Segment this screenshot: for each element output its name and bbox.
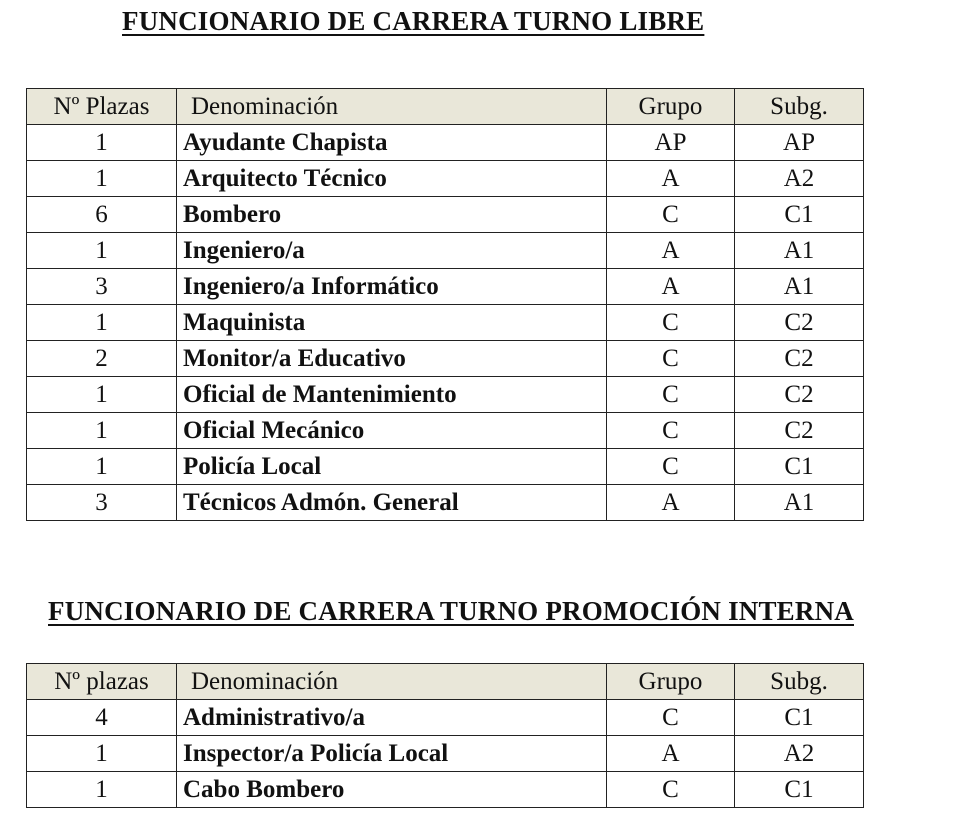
cell-num-plazas: 2	[27, 341, 177, 377]
cell-denominacion: Monitor/a Educativo	[177, 341, 607, 377]
cell-grupo: C	[607, 197, 735, 233]
section-title-turno-libre: FUNCIONARIO DE CARRERA TURNO LIBRE	[122, 6, 705, 36]
header-subgrupo: Subg.	[735, 664, 864, 700]
cell-subgrupo: A1	[735, 269, 864, 305]
cell-num-plazas: 6	[27, 197, 177, 233]
cell-subgrupo: A1	[735, 485, 864, 521]
cell-subgrupo: A2	[735, 736, 864, 772]
table-header-row	[27, 664, 864, 700]
cell-grupo: C	[607, 377, 735, 413]
cell-denominacion: Técnicos Admón. General	[177, 485, 607, 521]
cell-denominacion: Cabo Bombero	[177, 772, 607, 808]
cell-grupo: A	[607, 161, 735, 197]
cell-grupo: C	[607, 305, 735, 341]
cell-num-plazas: 1	[27, 736, 177, 772]
cell-denominacion: Oficial Mecánico	[177, 413, 607, 449]
cell-denominacion: Policía Local	[177, 449, 607, 485]
table-row	[27, 736, 864, 772]
table-row	[27, 161, 864, 197]
section-title-promocion-interna: FUNCIONARIO DE CARRERA TURNO PROMOCIÓN INTERNA	[48, 596, 854, 626]
table-row	[27, 485, 864, 521]
cell-grupo: C	[607, 341, 735, 377]
cell-grupo: A	[607, 269, 735, 305]
cell-num-plazas: 1	[27, 305, 177, 341]
cell-num-plazas: 1	[27, 377, 177, 413]
table-promocion-interna	[26, 663, 864, 808]
cell-num-plazas: 1	[27, 413, 177, 449]
table-row	[27, 377, 864, 413]
header-grupo: Grupo	[607, 664, 735, 700]
cell-subgrupo: C1	[735, 700, 864, 736]
table-row	[27, 125, 864, 161]
table-body	[27, 700, 864, 808]
cell-denominacion: Bombero	[177, 197, 607, 233]
cell-denominacion: Ingeniero/a	[177, 233, 607, 269]
cell-subgrupo: A2	[735, 161, 864, 197]
header-num-plazas: Nº plazas	[27, 664, 177, 700]
cell-subgrupo: C1	[735, 772, 864, 808]
cell-subgrupo: C2	[735, 341, 864, 377]
header-num-plazas: Nº Plazas	[27, 89, 177, 125]
cell-subgrupo: AP	[735, 125, 864, 161]
cell-subgrupo: C1	[735, 197, 864, 233]
table-turno-libre	[26, 88, 864, 521]
cell-num-plazas: 1	[27, 772, 177, 808]
table-row	[27, 233, 864, 269]
cell-grupo: C	[607, 700, 735, 736]
cell-num-plazas: 1	[27, 161, 177, 197]
cell-denominacion: Maquinista	[177, 305, 607, 341]
cell-grupo: A	[607, 485, 735, 521]
cell-grupo: A	[607, 233, 735, 269]
cell-subgrupo: C1	[735, 449, 864, 485]
cell-grupo: A	[607, 736, 735, 772]
header-denominacion: Denominación	[177, 89, 607, 125]
cell-denominacion: Ayudante Chapista	[177, 125, 607, 161]
cell-grupo: AP	[607, 125, 735, 161]
cell-num-plazas: 4	[27, 700, 177, 736]
cell-subgrupo: C2	[735, 413, 864, 449]
header-subgrupo: Subg.	[735, 89, 864, 125]
table-row	[27, 305, 864, 341]
cell-num-plazas: 3	[27, 485, 177, 521]
cell-num-plazas: 1	[27, 233, 177, 269]
table-row	[27, 341, 864, 377]
table-body	[27, 125, 864, 521]
table-row	[27, 772, 864, 808]
cell-grupo: C	[607, 772, 735, 808]
cell-subgrupo: A1	[735, 233, 864, 269]
cell-subgrupo: C2	[735, 305, 864, 341]
header-grupo: Grupo	[607, 89, 735, 125]
cell-denominacion: Oficial de Mantenimiento	[177, 377, 607, 413]
cell-denominacion: Inspector/a Policía Local	[177, 736, 607, 772]
cell-denominacion: Ingeniero/a Informático	[177, 269, 607, 305]
cell-denominacion: Arquitecto Técnico	[177, 161, 607, 197]
cell-num-plazas: 1	[27, 125, 177, 161]
cell-grupo: C	[607, 449, 735, 485]
table-row	[27, 449, 864, 485]
header-denominacion: Denominación	[177, 664, 607, 700]
table-row	[27, 269, 864, 305]
table-row	[27, 413, 864, 449]
table-row	[27, 197, 864, 233]
cell-subgrupo: C2	[735, 377, 864, 413]
cell-num-plazas: 3	[27, 269, 177, 305]
table-header-row	[27, 89, 864, 125]
cell-grupo: C	[607, 413, 735, 449]
table-row	[27, 700, 864, 736]
cell-num-plazas: 1	[27, 449, 177, 485]
cell-denominacion: Administrativo/a	[177, 700, 607, 736]
